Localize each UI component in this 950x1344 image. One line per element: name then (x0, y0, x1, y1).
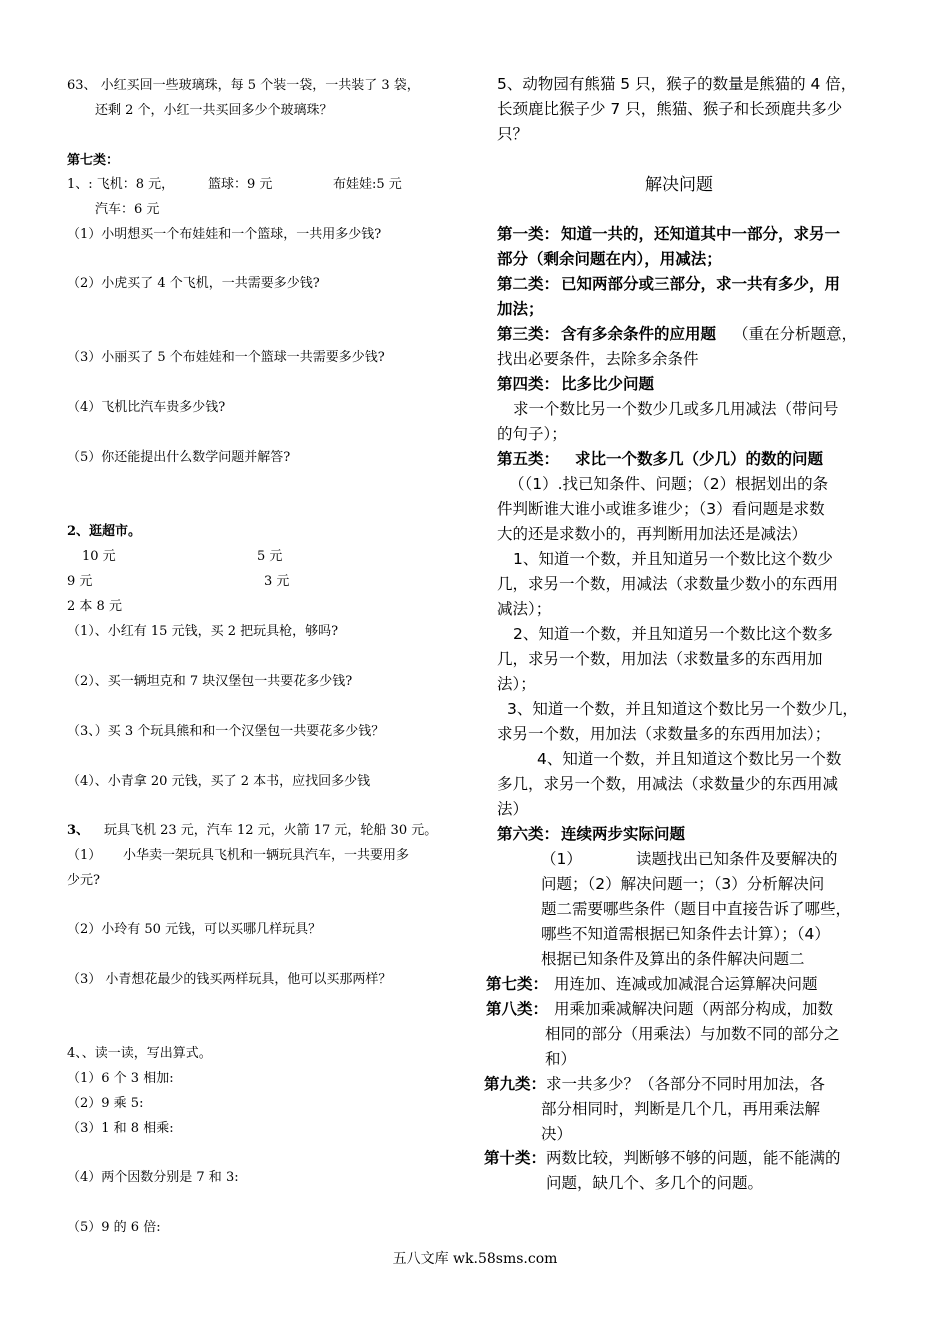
section7-heading: 第七类： (67, 153, 120, 168)
category-5-rule2b: 几，求另一个数，用加法（求数量多的东西用加 (497, 650, 823, 668)
category-4-line1: 比多比少问题 (561, 375, 655, 393)
category-10-line1: 两数比较，判断够不够的问题，能不能满的 (546, 1149, 841, 1167)
category-3-line1: 含有多余条件的应用题 (561, 325, 717, 343)
category-6-label: 第六类： (497, 825, 560, 843)
category-5-rule1c: 减法）； (497, 600, 552, 618)
p1-question-5: （5）你还能提出什么数学问题并解答? (67, 450, 291, 465)
category-6-line3: 题二需要哪些条件（题目中直接告诉了哪些， (541, 900, 852, 918)
item-basketball: 篮球：9 元 (208, 177, 273, 192)
category-5-rule2a: 2、知道一个数，并且知道另一个数比这个数多 (513, 625, 833, 643)
p1-question-1: （1）小明想买一个布娃娃和一个篮球，一共用多少钱? (67, 227, 382, 242)
category-6-line5: 根据已知条件及算出的条件解决问题二 (541, 950, 805, 968)
page-title: 解决问题 (645, 175, 713, 195)
category-5-intro2: 件判断谁大谁小或谁多谁少；（3）看问题是求数 (497, 500, 825, 518)
p3-q1-text: 小华卖一架玩具飞机和一辆玩具汽车，一共要用多 (123, 848, 410, 863)
p3-question-3: （3） 小青想花最少的钱买两样玩具，他可以买那两样？ (67, 972, 392, 987)
category-5-rule2c: 法）； (497, 675, 536, 693)
category-3-line2: 找出必要条件，去除多余条件 (497, 350, 699, 368)
category-5-rule4a: 4、知道一个数，并且知道这个数比另一个数 (537, 750, 842, 768)
q5-line1: 5、动物园有熊猫 5 只，猴子的数量是熊猫的 4 倍， (497, 75, 857, 93)
item-doll: 布娃娃:5 元 (333, 177, 402, 192)
category-8-line2: 相同的部分（用乘法）与加数不同的部分之 (545, 1025, 840, 1043)
item-car: 汽车：6 元 (95, 202, 160, 217)
category-5-intro1: （（1）.找已知条件、问题；（2）根据划出的条 (509, 475, 829, 493)
p3-number: 3、 (67, 823, 90, 838)
p3-text: 玩具飞机 23 元，汽车 12 元，火箭 17 元，轮船 30 元。 (104, 823, 438, 838)
price-d: 3 元 (264, 574, 290, 589)
category-1-line1: 知道一共的，还知道其中一部分，求另一 (561, 225, 841, 243)
p3-question-2: （2）小玲有 50 元钱，可以买哪几样玩具？ (67, 922, 322, 937)
footer-watermark: 五八文库 wk.58sms.com (392, 1251, 558, 1267)
category-4-body1: 求一个数比另一个数少几或多几用减法（带问号 (513, 400, 839, 418)
category-5-rule4c: 法） (497, 800, 529, 818)
category-5-rule3a: 3、知道一个数，并且知道这个数比另一个数少几， (507, 700, 858, 718)
category-7-label: 第七类： (486, 975, 549, 993)
q5-line3: 只？ (497, 125, 529, 143)
category-4-body2: 的句子）； (497, 425, 567, 443)
p1-question-4: （4）飞机比汽车贵多少钱? (67, 400, 226, 415)
q63-line1: 63、 小红买回一些玻璃珠，每 5 个装一袋，一共装了 3 袋， (67, 78, 420, 93)
category-4-label: 第四类： (497, 375, 560, 393)
category-6-line4: 哪些不知道需根据已知条件去计算）；（4） (541, 925, 830, 943)
category-5-rule1b: 几，求另一个数，用减法（求数量少数小的东西用 (497, 575, 839, 593)
q5-line2: 长颈鹿比猴子少 7 只，熊猫、猴子和长颈鹿共多少 (497, 100, 843, 118)
p1-question-2: （2）小虎买了 4 个飞机，一共需要多少钱? (67, 276, 320, 291)
p2-question-4: （4）、小青拿 20 元钱，买了 2 本书，应找回多少钱 (67, 774, 371, 789)
category-6-line2: 问题；（2）解决问题一；（3）分析解决问 (541, 875, 825, 893)
price-c: 9 元 (67, 574, 93, 589)
category-1-label: 第一类： (497, 225, 560, 243)
p4-item-2: （2）9 乘 5: (67, 1096, 144, 1111)
category-5-label: 第五类： (497, 450, 560, 468)
category-3-line1-rest: （重在分析题意， (733, 325, 858, 343)
item-airplane: 1、: 飞机：8 元， (67, 177, 175, 192)
category-6-step1-number: （1） (541, 850, 582, 868)
p4-item-4: （4）两个因数分别是 7 和 3: (67, 1170, 239, 1185)
p2-question-2: （2）、买一辆坦克和 7 块汉堡包一共要花多少钱? (67, 674, 353, 689)
category-5-rule3b: 求另一个数，用加法（求数量多的东西用加法）； (497, 725, 831, 743)
category-5-line1: 求比一个数多几（少几）的数的问题 (575, 450, 824, 468)
category-6-step1-text: 读题找出已知条件及要解决的 (636, 850, 838, 868)
category-2-line1: 已知两部分或三部分，求一共有多少，用 (561, 275, 841, 293)
category-9-label: 第九类： (484, 1075, 547, 1093)
category-10-label: 第十类： (484, 1149, 547, 1167)
q63-line2: 还剩 2 个，小红一共买回多少个玻璃珠？ (95, 103, 333, 118)
category-9-line2: 部分相同时，判断是几个几，再用乘法解 (541, 1100, 821, 1118)
p4-item-5: （5）9 的 6 倍: (67, 1220, 161, 1235)
category-8-line1: 用乘加乘减解决问题（两部分构成，加数 (554, 1000, 834, 1018)
p4-item-3: （3）1 和 8 相乘: (67, 1121, 174, 1136)
price-e: 2 本 8 元 (67, 599, 122, 614)
p4-heading: 4、、读一读，写出算式。 (67, 1046, 212, 1061)
category-3-label: 第三类： (497, 325, 560, 343)
p2-heading: 2、逛超市。 (67, 524, 142, 539)
category-9-line1: 求一共多少？（各部分不同时用加法，各 (546, 1075, 826, 1093)
category-5-rule4b: 多几，求另一个数，用减法（求数量少的东西用减 (497, 775, 839, 793)
category-10-line2: 问题，缺几个、多几个的问题。 (546, 1174, 764, 1192)
category-1-line2: 部分（剩余问题在内），用减法； (497, 250, 722, 268)
category-8-line3: 和） (545, 1050, 577, 1068)
category-9-line3: 决） (541, 1125, 573, 1143)
category-5-intro3: 大的还是求数小的，再判断用加法还是减法） (497, 525, 808, 543)
p4-item-1: （1）6 个 3 相加: (67, 1071, 174, 1086)
p3-q1-number: （1） (67, 848, 102, 863)
category-7-line1: 用连加、连减或加减混合运算解决问题 (554, 975, 818, 993)
p2-question-1: （1）、小红有 15 元钱，买 2 把玩具枪，够吗? (67, 624, 339, 639)
category-5-rule1a: 1、知道一个数，并且知道另一个数比这个数少 (513, 550, 833, 568)
category-2-line2: 加法； (497, 300, 544, 318)
category-8-label: 第八类： (486, 1000, 549, 1018)
category-2-label: 第二类： (497, 275, 560, 293)
p1-question-3: （3）小丽买了 5 个布娃娃和一个篮球一共需要多少钱? (67, 350, 385, 365)
price-b: 5 元 (257, 549, 283, 564)
p2-question-3: （3、）买 3 个玩具熊和和一个汉堡包一共要花多少钱？ (67, 724, 385, 739)
price-a: 10 元 (82, 549, 116, 564)
category-6-line1: 连续两步实际问题 (561, 825, 686, 843)
p3-q1-line2: 少元? (67, 873, 100, 888)
